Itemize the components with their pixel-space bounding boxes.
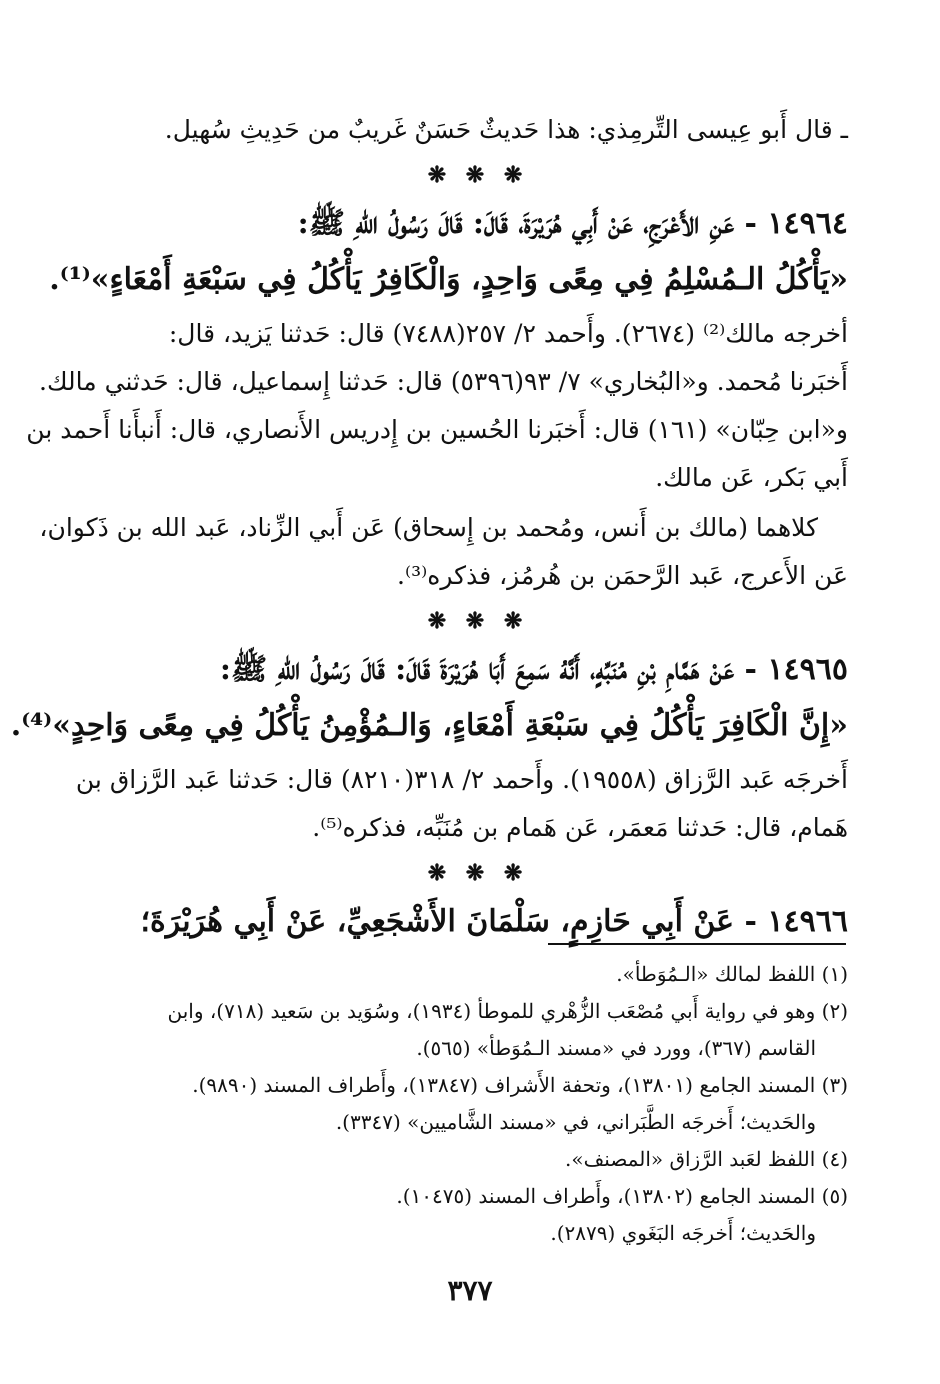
takhrij-line: أَخبَرنا مُحمد. و«البُخاري» ٧/ ٩٣(٥٣٩٦) قال: حَدثنا إِسماعيل، قال: حَدثني مالك.	[39, 367, 848, 396]
separator-1: ❋ ❋ ❋	[427, 162, 529, 188]
footnote-line: القاسم (٣٦٧)، وورد في «مسند الـمُوَطأ» (٥٦٥).	[416, 1036, 816, 1060]
hadith-14964-line-2: «يَأْكُلُ الـمُسْلِمُ فِي مِعًى وَاحِدٍ، وَالْكَافِرُ يَأْكُلُ فِي سَبْعَةِ أَمْعَاءٍ»⁽¹⁾.	[49, 262, 848, 297]
footnote-line: (١) اللفظ لمالك «الـمُوَطأ».	[616, 962, 848, 986]
footnote-2	[108, 993, 848, 1067]
footnote-line: والحَديث؛ أَخرجَه البَغَوي (٢٨٧٩).	[550, 1221, 816, 1245]
footnote-line: (٢) وهو في رواية أَبي مُصْعَب الزُّهْري للموطأ (١٩٣٤)، وسُوَيد بن سَعيد (٧١٨)، وابن	[167, 999, 848, 1023]
footnote-divider	[548, 943, 846, 945]
footnotes	[108, 956, 848, 1252]
footnote-3	[108, 1067, 848, 1141]
takhrij-line: أَبي بَكر، عَن مالك.	[655, 463, 848, 492]
footnote-5	[108, 1178, 848, 1252]
hadith-14965-line-1: ١٤٩٦٥ - عَنْ هَمَّامِ بْنِ مُنَبِّهٍ، أَنَّهُ سَمِعَ أَبَا هُرَيْرَةَ قَالَ: قَالَ رَسُولُ اللهِ ﷺ:	[219, 652, 848, 687]
takhrij-line: و«ابن حِبّان» (١٦١) قال: أَخبَرنا الحُسين بن إِدريس الأَنصاري، قال: أَنبأَنا أَحمد بن	[26, 415, 848, 444]
hadith-14966-line-1: ١٤٩٦٦ - عَنْ أَبِي حَازِمٍ، سَلْمَانَ الأَشْجَعِيِّ، عَنْ أَبِي هُرَيْرَةَ؛	[140, 904, 848, 939]
intro-line: ـ قال أَبو عِيسى التِّرمِذي: هذا حَديثٌ حَسَنٌ غَريبٌ من حَدِيثِ سُهيل.	[164, 115, 848, 144]
footnote-4	[108, 1141, 848, 1178]
hadith-14964-line-1: ١٤٩٦٤ - عَنِ الأَعْرَجِ، عَنْ أَبِي هُرَيْرَةَ، قَالَ: قَالَ رَسُولُ اللهِ ﷺ:	[297, 206, 848, 241]
separator-3: ❋ ❋ ❋	[427, 860, 529, 886]
takhrij-line: أخرجه مالك⁽²⁾ (٢٦٧٤). وأَحمد ٢/ ٢٥٧(٧٤٨٨) قال: حَدثنا يَزيد، قال:	[168, 319, 848, 348]
footnote-line: (٤) اللفظ لعَبد الرَّزاق «المصنف».	[565, 1147, 848, 1171]
footnote-line: (٣) المسند الجامع (١٣٨٠١)، وتحفة الأَشراف (١٣٨٤٧)، وأَطراف المسند (٩٨٩٠).	[192, 1073, 848, 1097]
footnote-line: (٥) المسند الجامع (١٣٨٠٢)، وأَطراف المسند (١٠٤٧٥).	[396, 1184, 848, 1208]
takhrij-14964	[26, 310, 848, 502]
footnote-1	[108, 956, 848, 993]
page-number: ٣٧٧	[447, 1274, 493, 1307]
takhrij-line: أَخرجَه عَبد الرَّزاق (١٩٥٥٨). وأَحمد ٢/ ٣١٨(٨٢١٠) قال: حَدثنا عَبد الرَّزاق بن	[75, 765, 848, 794]
hadith-14965-line-2: «إِنَّ الْكَافِرَ يَأْكُلُ فِي سَبْعَةِ أَمْعَاءٍ، وَالـمُؤْمِنُ يَأْكُلُ فِي مِعًى وَاحِدٍ»⁽⁴⁾.	[10, 708, 848, 743]
separator-2: ❋ ❋ ❋	[427, 608, 529, 634]
isnad-line: كلاهما (مالك بن أَنس، ومُحمد بن إِسحاق) عَن أَبي الزِّناد، عَبد الله بن ذَكوان،	[39, 513, 818, 542]
footnote-line: والحَديث؛ أَخرجَه الطَّبَراني، في «مسند الشَّاميين» (٣٣٤٧).	[335, 1110, 816, 1134]
isnad-14964	[39, 504, 848, 600]
main-text	[10, 100, 848, 950]
takhrij-line: هَمام، قال: حَدثنا مَعمَر، عَن هَمام بن مُنَبِّه، فذكره⁽⁵⁾.	[312, 813, 848, 842]
isnad-line: عَن الأَعرج، عَبد الرَّحمَن بن هُرمُز، فذكره⁽³⁾.	[397, 561, 848, 590]
takhrij-14965	[75, 756, 848, 852]
